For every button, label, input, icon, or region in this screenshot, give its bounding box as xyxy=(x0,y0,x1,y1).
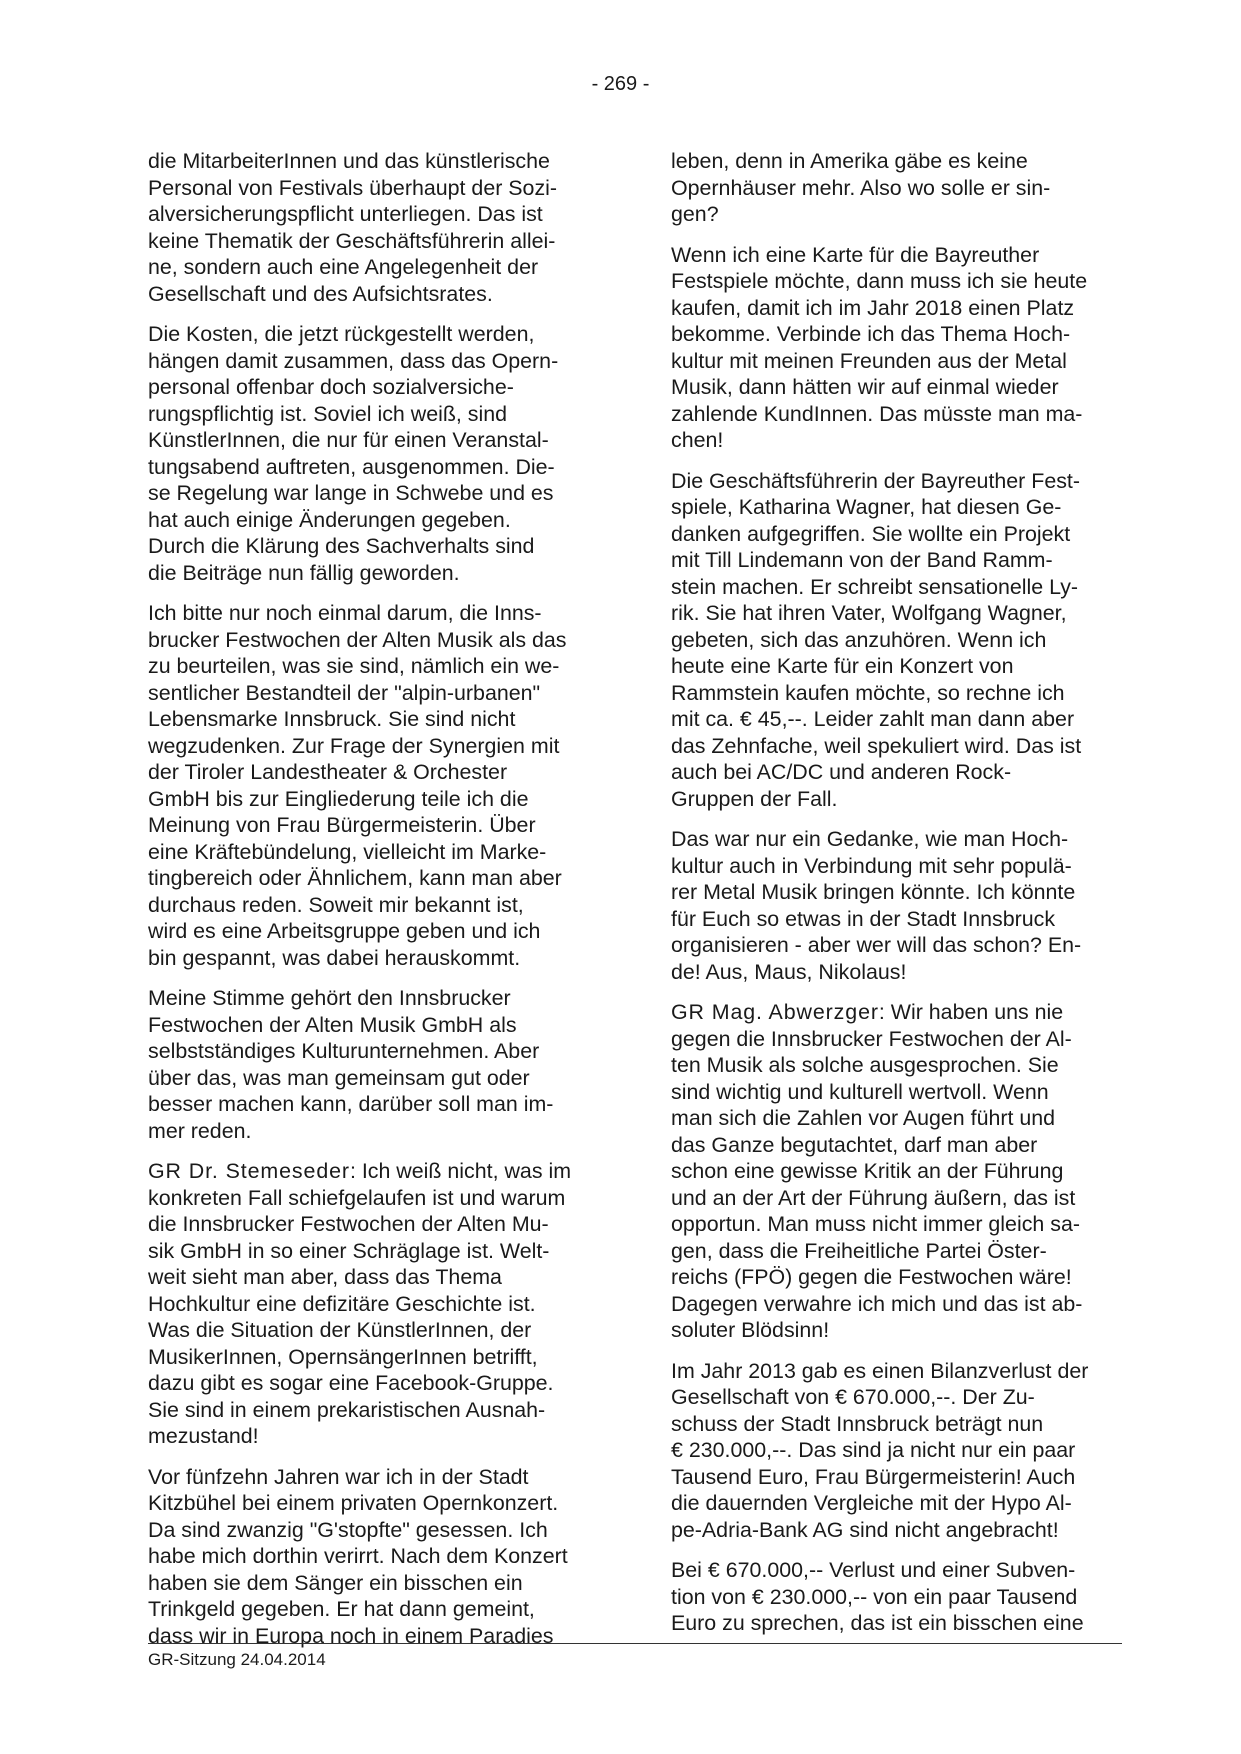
paragraph: Die Kosten, die jetzt rückgestellt werden, hängen damit zusammen, dass das Opern- personal offenbar doch sozialversiche- rungspflichtig ist. Soviel ich weiß, sind KünstlerInnen, die nur für einen Veranstal- tungsabend auftreten, ausgenommen. Die- se Regelung war lange in Schwebe und es hat auch einige Änderungen gegeben. Durch die Klärung des Sachverhalts sind die Beiträge nun fällig geworden. xyxy=(148,322,559,585)
paragraph: Das war nur ein Gedanke, wie man Hoch- kultur auch in Verbindung mit sehr populä- rer Metal Musik bringen könnte. Ich könnte für Euch so etwas in der Stadt Innsbruck organisieren - aber wer will das schon? En- de! Aus, Maus, Nikolaus! xyxy=(671,827,1082,984)
paragraph: Bei € 670.000,-- Verlust und einer Subven- tion von € 230.000,-- von ein paar Tausend Euro zu sprechen, das ist ein bisschen eine xyxy=(671,1558,1084,1635)
speaker-name: GR Dr. Stemeseder xyxy=(148,1159,350,1183)
speaker-paragraph xyxy=(148,1158,594,1450)
paragraph: Wenn ich eine Karte für die Bayreuther Festspiele möchte, dann muss ich sie heute kaufen, damit ich im Jahr 2018 einen Platz bekomme. Verbinde ich das Thema Hoch- kultur mit meinen Freunden aus der Metal Musik, dann hätten wir auf einmal wieder zahlende KundInnen. Das müsste man ma- chen! xyxy=(671,242,1088,452)
page-number: - 269 - xyxy=(591,73,650,95)
footer-session-label: GR-Sitzung 24.04.2014 xyxy=(148,1650,326,1669)
speech-text: : Wir haben uns nie gegen die Innsbrucker Festwochen der Al- ten Musik als solche ausgesprochen. Sie sind wichtig und kulturell wertvoll. Wenn man sich die Zahlen vor Augen führt und das Ganze begutachtet, darf man aber schon eine gewisse Kritik an der Führung und an der Art der Führung äußern, das ist opportun. Man muss nicht immer gleich sa- gen, dass die Freiheitliche Partei Öster- reichs (FPÖ) gegen die Festwochen wäre! Dagegen verwahre ich mich und das ist ab- soluter Blödsinn! xyxy=(671,1000,1083,1342)
paragraph: Meine Stimme gehört den Innsbrucker Festwochen der Alten Musik GmbH als selbstständiges Kulturunternehmen. Aber über das, was man gemeinsam gut oder besser machen kann, darüber soll man im- mer reden. xyxy=(148,986,554,1143)
left-column xyxy=(148,148,594,1649)
paragraph: die MitarbeiterInnen und das künstlerische Personal von Festivals überhaupt der Sozi- alversicherungspflicht unterliegen. Das ist keine Thematik der Geschäftsführerin allei- ne, sondern auch eine Angelegenheit der Gesellschaft und des Aufsichtsrates. xyxy=(148,149,558,306)
speaker-paragraph xyxy=(671,999,1117,1344)
paragraph: leben, denn in Amerika gäbe es keine Opernhäuser mehr. Also wo solle er sin- gen? xyxy=(671,149,1051,226)
paragraph: Im Jahr 2013 gab es einen Bilanzverlust der Gesellschaft von € 670.000,--. Der Zu- schuss der Stadt Innsbruck beträgt nun € 230.000,--. Das sind ja nicht nur ein paar Tausend Euro, Frau Bürgermeisterin! Auch die dauernden Vergleiche mit der Hypo Al- pe-Adria-Bank AG sind nicht angebracht! xyxy=(671,1358,1089,1542)
right-column xyxy=(671,148,1117,1637)
footer-rule xyxy=(148,1643,1122,1644)
speech-text: : Ich weiß nicht, was im konkreten Fall schiefgelaufen ist und warum die Innsbrucker Festwochen der Alten Mu- sik GmbH in so einer Schräglage ist. Welt- weit sieht man aber, dass das Thema Hochkultur eine defizitäre Geschichte ist. Was die Situation der KünstlerInnen, der MusikerInnen, OpernsängerInnen betrifft, dazu gibt es sogar eine Facebook-Gruppe. Sie sind in einem prekaristischen Ausnah- mezustand! xyxy=(148,1159,572,1448)
paragraph: Vor fünfzehn Jahren war ich in der Stadt Kitzbühel bei einem privaten Opernkonzert. Da sind zwanzig "G'stopfte" gesessen. Ich habe mich dorthin verirrt. Nach dem Konzert haben sie dem Sänger ein bisschen ein Trinkgeld gegeben. Er hat dann gemeint, dass wir in Europa noch in einem Paradies xyxy=(148,1464,568,1648)
speaker-name: GR Mag. Abwerzger xyxy=(671,1000,879,1024)
paragraph: Ich bitte nur noch einmal darum, die Inns- brucker Festwochen der Alten Musik als das zu beurteilen, was sie sind, nämlich ein we- sentlicher Bestandteil der "alpin-urbanen" Lebensmarke Innsbruck. Sie sind nicht wegzudenken. Zur Frage der Synergien mit der Tiroler Landestheater & Orchester GmbH bis zur Eingliederung teile ich die Meinung von Frau Bürgermeisterin. Über eine Kräftebündelung, vielleicht im Marke- tingbereich oder Ähnlichem, kann man aber durchaus reden. Soweit mir bekannt ist, wird es eine Arbeitsgruppe geben und ich bin gespannt, was dabei herauskommt. xyxy=(148,601,567,970)
paragraph: Die Geschäftsführerin der Bayreuther Fest- spiele, Katharina Wagner, hat diesen Ge- danken aufgegriffen. Sie wollte ein Projekt mit Till Lindemann von der Band Ramm- stein machen. Er schreibt sensationelle Ly- rik. Sie hat ihren Vater, Wolfgang Wagner, gebeten, sich das anzuhören. Wenn ich heute eine Karte für ein Konzert von Rammstein kaufen möchte, so rechne ich mit ca. € 45,--. Leider zahlt man dann aber das Zehnfache, weil spekuliert wird. Das ist auch bei AC/DC und anderen Rock- Gruppen der Fall. xyxy=(671,468,1082,811)
